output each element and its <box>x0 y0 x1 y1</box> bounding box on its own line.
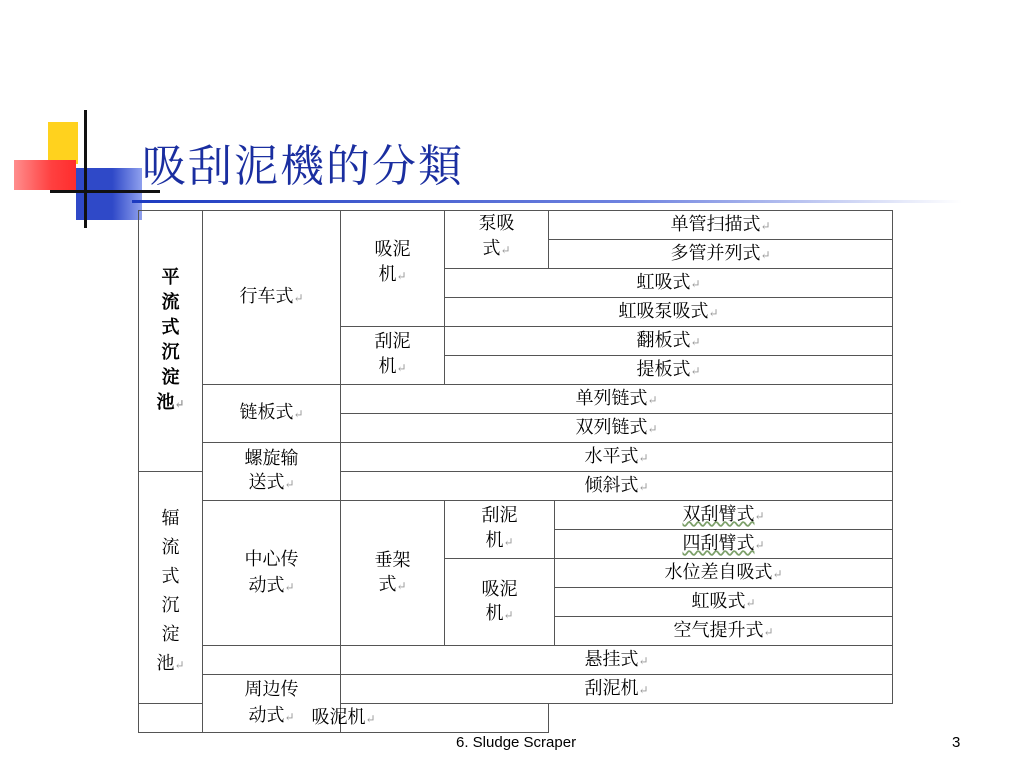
cell-rf-siphon: 虹吸式↵ <box>555 588 893 617</box>
cell-pf-scraper: 刮泥 机↵ <box>341 327 445 385</box>
cell-rf-periph: 周边传 动式↵ <box>203 675 341 733</box>
cell-pf-pump: 泵吸 式↵ <box>445 211 549 269</box>
cell-pf-pump-multi: 多管并列式↵ <box>549 240 893 269</box>
cell-rf-vertical: 垂架 式↵ <box>341 501 445 646</box>
table-row <box>139 211 893 240</box>
cell-rf-periph-scraper: 刮泥机↵ <box>341 675 893 704</box>
deco-vertical-line <box>84 110 87 228</box>
slide-title: 吸刮泥機的分類 <box>142 141 464 192</box>
slide-footer: 6. Sludge Scraper <box>456 734 577 751</box>
cell-pf-chain-double: 双列链式↵ <box>341 414 893 443</box>
table-row <box>139 646 893 675</box>
cell-rf-label: 辐 流 式 沉 淀 池↵ <box>139 472 203 704</box>
cell-rf-airlift: 空气提升式↵ <box>555 617 893 646</box>
cell-pf-suction: 吸泥 机↵ <box>341 211 445 327</box>
deco-red-bar <box>14 160 76 190</box>
cell-pf-screw-horizontal: 水平式↵ <box>341 443 893 472</box>
cell-pf-siphon: 虹吸式↵ <box>445 269 893 298</box>
cell-pf-flap: 翻板式↵ <box>445 327 893 356</box>
classification-table <box>138 210 893 733</box>
cell-pf-siphon-pump: 虹吸泵吸式↵ <box>445 298 893 327</box>
cell-pf-screw-inclined: 倾斜式↵ <box>341 472 893 501</box>
cell-rf-periph-suction: 吸泥机↵ <box>139 704 549 733</box>
cell-pf-screw: 螺旋输 送式↵ <box>203 443 341 501</box>
cell-pf-carriage: 行车式↵ <box>203 211 341 385</box>
title-underline <box>132 200 962 203</box>
cell-rf-suction: 吸泥 机↵ <box>445 559 555 646</box>
cell-rf-suspended: 悬挂式↵ <box>341 646 893 675</box>
table-row <box>139 675 893 704</box>
table-row <box>139 385 893 414</box>
cell-pf-lift: 提板式↵ <box>445 356 893 385</box>
cell-pf-pump-single: 单管扫描式↵ <box>549 211 893 240</box>
deco-yellow-square <box>48 122 78 164</box>
table-row <box>139 501 893 530</box>
cell-pf-label: 平 流 式 沉 淀 池↵ <box>139 211 203 472</box>
cell-rf-double-arm: 双刮臂式↵ <box>555 501 893 530</box>
page-number: 3 <box>952 734 961 751</box>
table-row <box>139 443 893 472</box>
cell-rf-center: 中心传 动式↵ <box>203 501 341 646</box>
cell-pf-chain-single: 单列链式↵ <box>341 385 893 414</box>
cell-pf-chain: 链板式↵ <box>203 385 341 443</box>
cell-rf-four-arm: 四刮臂式↵ <box>555 530 893 559</box>
cell-rf-center-blank <box>203 646 341 675</box>
cell-rf-scraper: 刮泥 机↵ <box>445 501 555 559</box>
cell-rf-head-diff: 水位差自吸式↵ <box>555 559 893 588</box>
